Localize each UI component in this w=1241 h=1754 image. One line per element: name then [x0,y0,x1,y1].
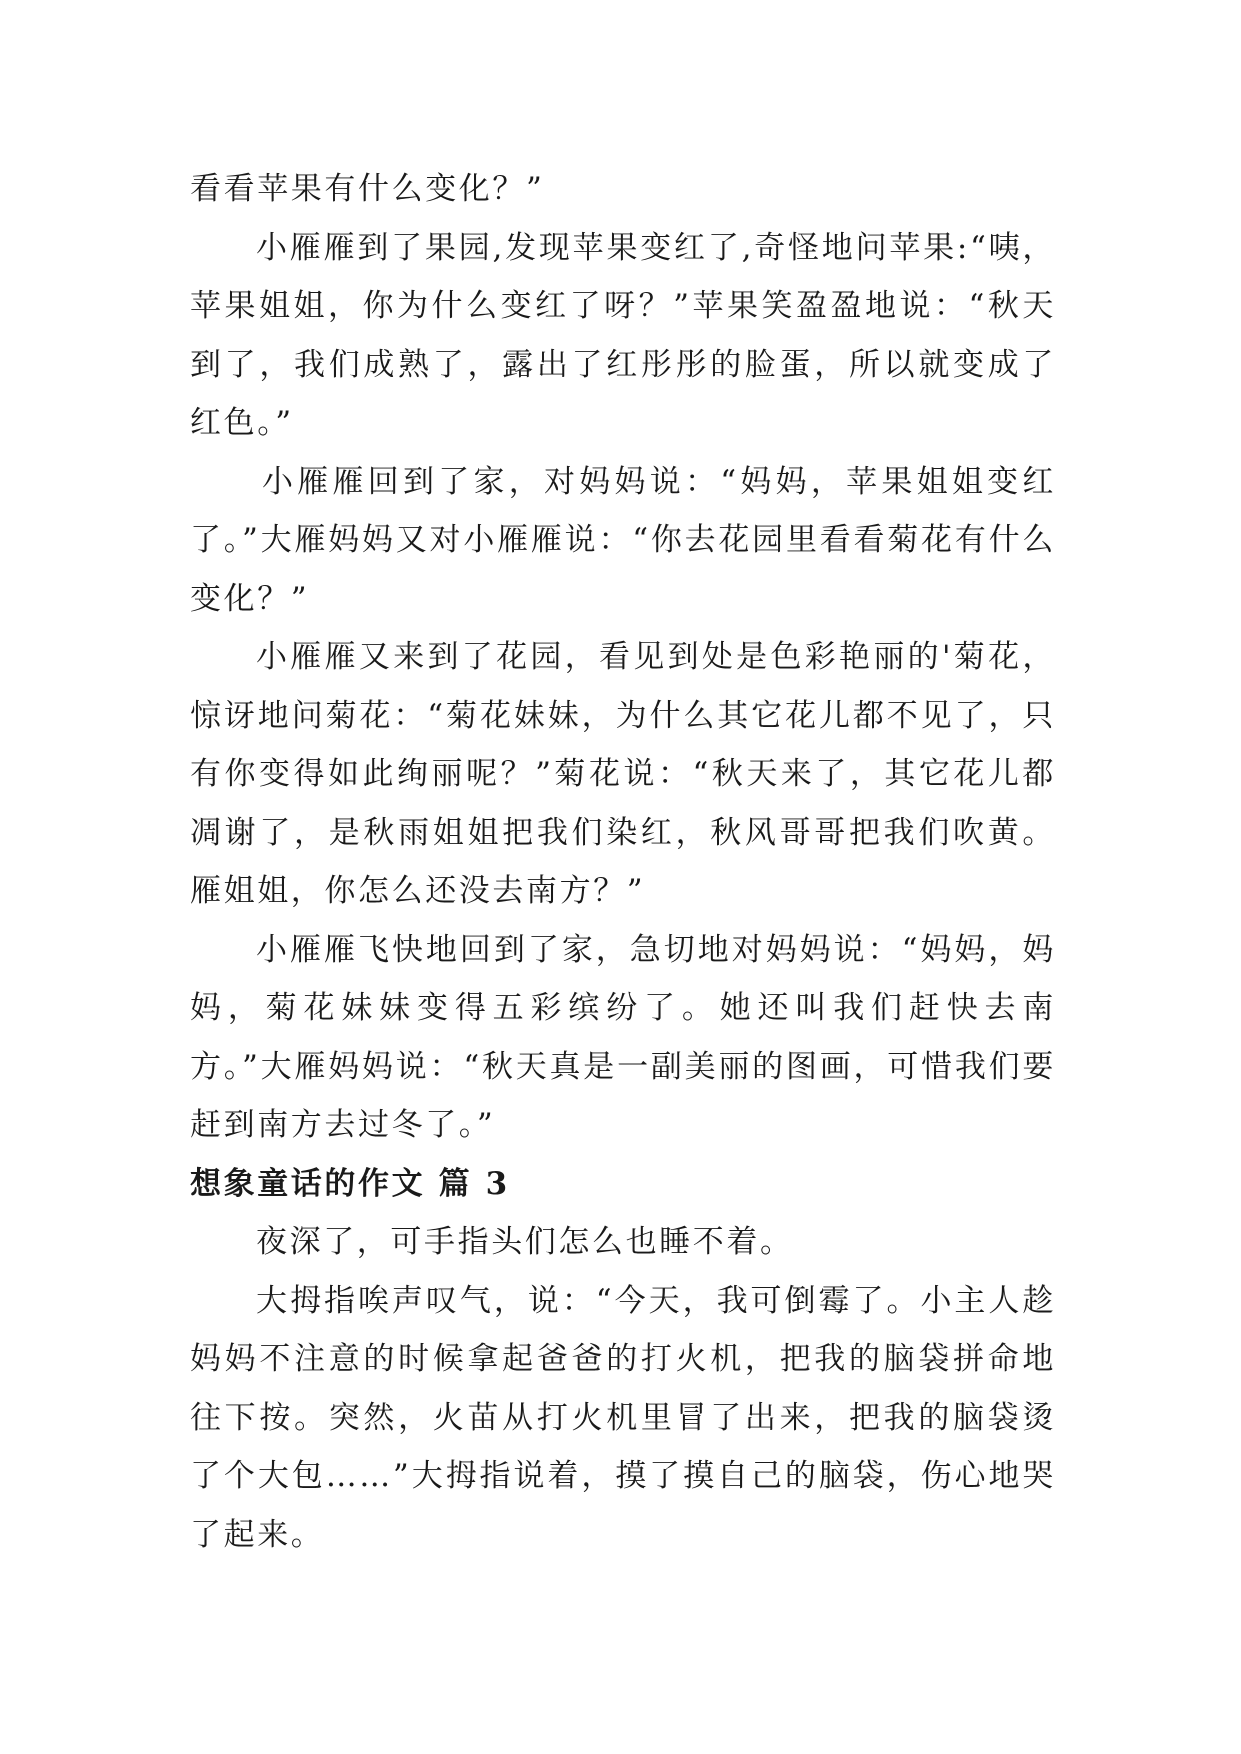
paragraph-orchard: 小雁雁到了果园,发现苹果变红了,奇怪地问苹果:“咦，苹果姐姐，你为什么变红了呀？”苹果笑盈盈地说：“秋天到了，我们成熟了，露出了红彤彤的脸蛋，所以就变成了红色。” [190,229,1056,441]
paragraph-garden: 小雁雁又来到了花园，看见到处是色彩艳丽的'菊花，惊讶地问菊花：“菊花妹妹，为什么其它花儿都不见了，只有你变得如此绚丽呢？”菊花说：“秋天来了，其它花儿都凋谢了，是秋雨姐姐把我们染红，秋风哥哥把我们吹黄。雁姐姐，你怎么还没去南方？” [190,639,1056,909]
paragraph-thumb: 大拇指唉声叹气，说：“今天，我可倒霉了。小主人趁妈妈不注意的时候拿起爸爸的打火机，把我的脑袋拼命地往下按。突然，火苗从打火机里冒了出来，把我的脑袋烫了个大包……”大拇指说着，摸了摸自己的脑袋，伤心地哭了起来。 [190,1282,1056,1553]
section-heading: 想象童话的作文 篇 3 [190,1165,510,1202]
paragraph-continuation: 看看苹果有什么变化？” [190,171,545,207]
paragraph-home-apple: 小雁雁回到了家，对妈妈说：“妈妈，苹果姐姐变红了。”大雁妈妈又对小雁雁说：“你去花园里看看菊花有什么变化？” [190,463,1056,617]
paragraph-home-chrysanthemum: 小雁雁飞快地回到了家，急切地对妈妈说：“妈妈，妈妈，菊花妹妹变得五彩缤纷了。她还叫我们赶快去南方。”大雁妈妈说：“秋天真是一副美丽的图画，可惜我们要赶到南方去过冬了。” [190,931,1056,1143]
document-page [190,160,1056,1564]
paragraph-night: 夜深了，可手指头们怎么也睡不着。 [256,1224,794,1260]
